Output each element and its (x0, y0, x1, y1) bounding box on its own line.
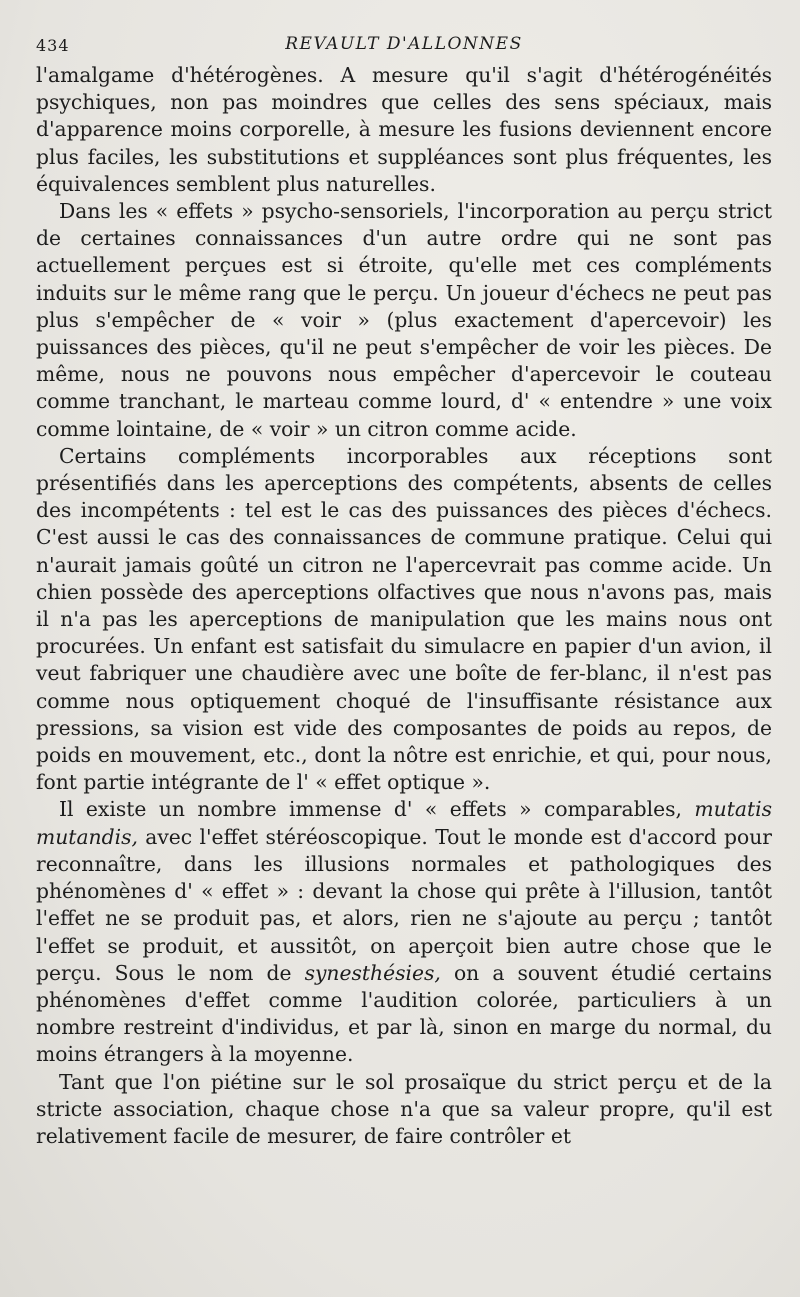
italic-text: mutatis mutandis, (36, 797, 772, 849)
paragraph (36, 443, 772, 797)
body-text (36, 63, 772, 1150)
paragraph (36, 796, 772, 1068)
text-segment: Il existe un nombre immense d' « effets » comparables, (59, 797, 695, 822)
text-segment: on a souvent étudié certains phénomènes d'effet comme l'audition colorée, particuliers à un nombre restreint d'individus, et par là, sinon en marge du normal, du moins étrangers à la moyenne. (36, 960, 772, 1067)
paragraph (36, 1069, 772, 1151)
text-segment: l'amalgame d'hétérogènes. A mesure qu'il s'agit d'hétérogénéités psychiques, non pas moindres que celles des sens spéciaux, mais d'apparence moins corporelle, à mesure les fusions deviennent encore plus faciles, les substitutions et suppléances sont plus fréquentes, les équivalences semblent plus naturelles. (36, 63, 772, 196)
page-number: 434 (36, 36, 70, 55)
text-segment: Dans les « effets » psycho-sensoriels, l'incorporation au perçu strict de certaines connaissances d'un autre ordre qui ne sont pas actuellement perçues est si étroite, qu'elle met ces compléments induits sur le même rang que le perçu. Un joueur d'échecs ne peut pas plus s'empêcher de « voir » (plus exactement d'apercevoir) les puissances des pièces, qu'il ne peut s'empêcher de voir les pièces. De même, nous ne pouvons nous empêcher d'apercevoir le couteau comme tranchant, le marteau comme lourd, d' « entendre » une voix comme lointaine, de « voir » un citron comme acide. (36, 199, 772, 441)
text-segment: Tant que l'on piétine sur le sol prosaïque du strict perçu et de la stricte association, chaque chose n'a que sa valeur propre, qu'il est relativement facile de mesurer, de faire contrôler et (36, 1069, 772, 1148)
running-head (36, 30, 772, 58)
paragraph (36, 62, 772, 198)
text-segment: avec l'effet stéréoscopique. Tout le monde est d'accord pour reconnaître, dans les illusions normales et pathologiques des phénomènes d' « effet » : devant la chose qui prête à l'illusion, tantôt l'effet ne se produit pas, et alors, rien ne s'ajoute au perçu ; tantôt l'effet se produit, et aussitôt, on aperçoit bien autre chose que le perçu. Sous le nom de (36, 824, 772, 985)
italic-text: synesthésies, (304, 960, 441, 985)
running-title: REVAULT D'ALLONNES (285, 34, 523, 54)
paragraph (36, 198, 772, 443)
text-segment: Certains compléments incorporables aux réceptions sont présentifiés dans les aperceptions des compétents, absents de celles des incompétents : tel est le cas des puissances des pièces d'échecs. C'est aussi le cas des connaissances de commune pratique. Celui qui n'aurait jamais goûté un citron ne l'apercevrait pas comme acide. Un chien possède des aperceptions olfactives que nous n'avons pas, mais il n'a pas les aperceptions de manipulation que les mains nous ont procurées. Un enfant est satisfait du simulacre en papier d'un avion, il veut fabriquer une chaudière avec une boîte de fer-blanc, il n'est pas comme nous optiquement choqué de l'insuffisante résistance aux pressions, sa vision est vide des composantes de poids au repos, de poids en mouvement, etc., dont la nôtre est enrichie, et qui, pour nous, font partie intégrante de l' « effet optique ». (36, 443, 772, 795)
